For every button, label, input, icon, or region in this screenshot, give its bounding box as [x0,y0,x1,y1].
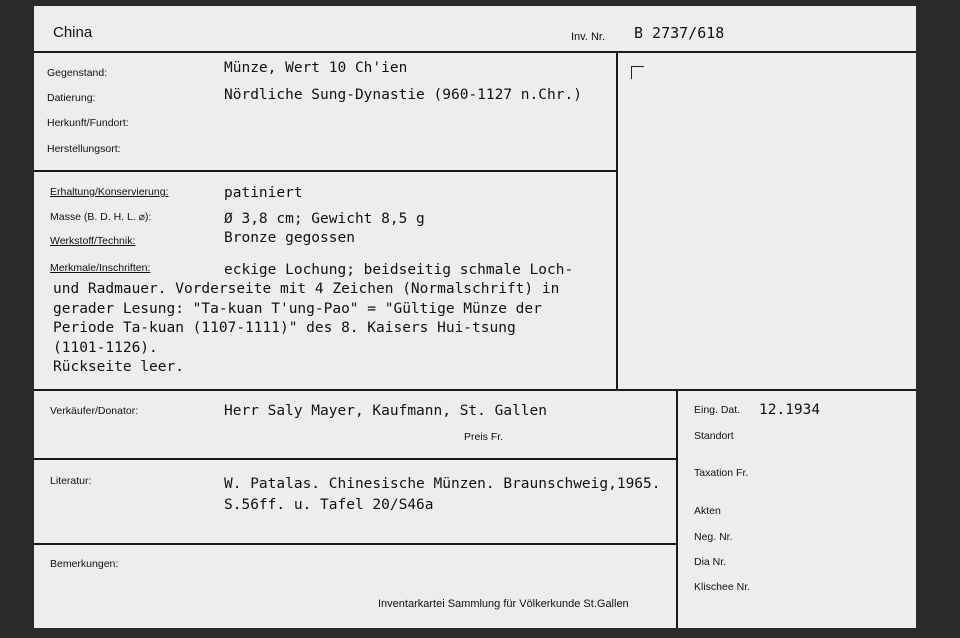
werkstoff-label: Werkstoff/Technik: [50,235,136,247]
herstellungsort-label: Herstellungsort: [47,143,121,155]
merkmale-line: Periode Ta-kuan (1107-1111)" des 8. Kaisers Hui-tsung [53,320,516,336]
erhaltung-value: patiniert [224,185,303,201]
literatur-line: S.56ff. u. Tafel 20/S46a [224,497,434,513]
verkaeufer-value: Herr Saly Mayer, Kaufmann, St. Gallen [224,403,548,419]
merkmale-text-continued [53,280,559,378]
country-label: China [53,24,93,41]
merkmale-label: Merkmale/Inschriften: [50,262,151,274]
literatur-text [224,474,661,516]
preis-label: Preis Fr. [464,431,504,443]
divider [676,390,678,628]
merkmale-line: (1101-1126). [53,339,158,356]
literatur-label: Literatur: [50,475,92,487]
merkmale-line: gerader Lesung: "Ta-kuan T'ung-Pao" = "Gültige Münze der [53,300,542,317]
akten-label: Akten [694,505,721,517]
divider [616,51,618,390]
divider [34,389,916,391]
merkmale-line: eckige Lochung; beidseitig schmale Loch- [224,262,574,278]
neg-label: Neg. Nr. [694,531,733,543]
eing-dat-value: 12.1934 [759,402,821,418]
literatur-line: W. Patalas. Chinesische Münzen. Braunschweig,1965. [224,476,661,492]
gegenstand-value: Münze, Wert 10 Ch'ien [224,60,408,76]
masse-label: Masse (B. D. H. L. ⌀): [50,211,152,223]
taxation-label: Taxation Fr. [694,467,749,479]
standort-label: Standort [694,430,734,442]
divider [34,170,617,172]
datierung-value: Nördliche Sung-Dynastie (960-1127 n.Chr.) [224,87,582,103]
footer-text: Inventarkartei Sammlung für Völkerkunde St.Gallen [378,598,629,610]
dia-label: Dia Nr. [694,556,727,568]
divider [34,51,916,53]
klischee-label: Klischee Nr. [694,581,751,593]
merkmale-text [224,261,573,281]
eing-dat-label: Eing. Dat. [694,404,741,416]
inventory-card [34,6,916,628]
merkmale-line: Rückseite leer. [53,359,184,375]
bemerkungen-label: Bemerkungen: [50,558,119,570]
werkstoff-value: Bronze gegossen [224,230,355,246]
inv-number-value: B 2737/618 [634,24,725,42]
datierung-label: Datierung: [47,92,96,104]
herkunft-label: Herkunft/Fundort: [47,117,129,129]
corner-mark [631,66,644,79]
inv-number-label: Inv. Nr. [571,31,606,43]
gegenstand-label: Gegenstand: [47,67,108,79]
merkmale-line: und Radmauer. Vorderseite mit 4 Zeichen (Normalschrift) in [53,281,560,297]
masse-value: Ø 3,8 cm; Gewicht 8,5 g [224,211,425,227]
verkaeufer-label: Verkäufer/Donator: [50,405,139,417]
erhaltung-label: Erhaltung/Konservierung: [50,186,169,198]
divider [34,458,677,460]
divider [34,543,677,545]
